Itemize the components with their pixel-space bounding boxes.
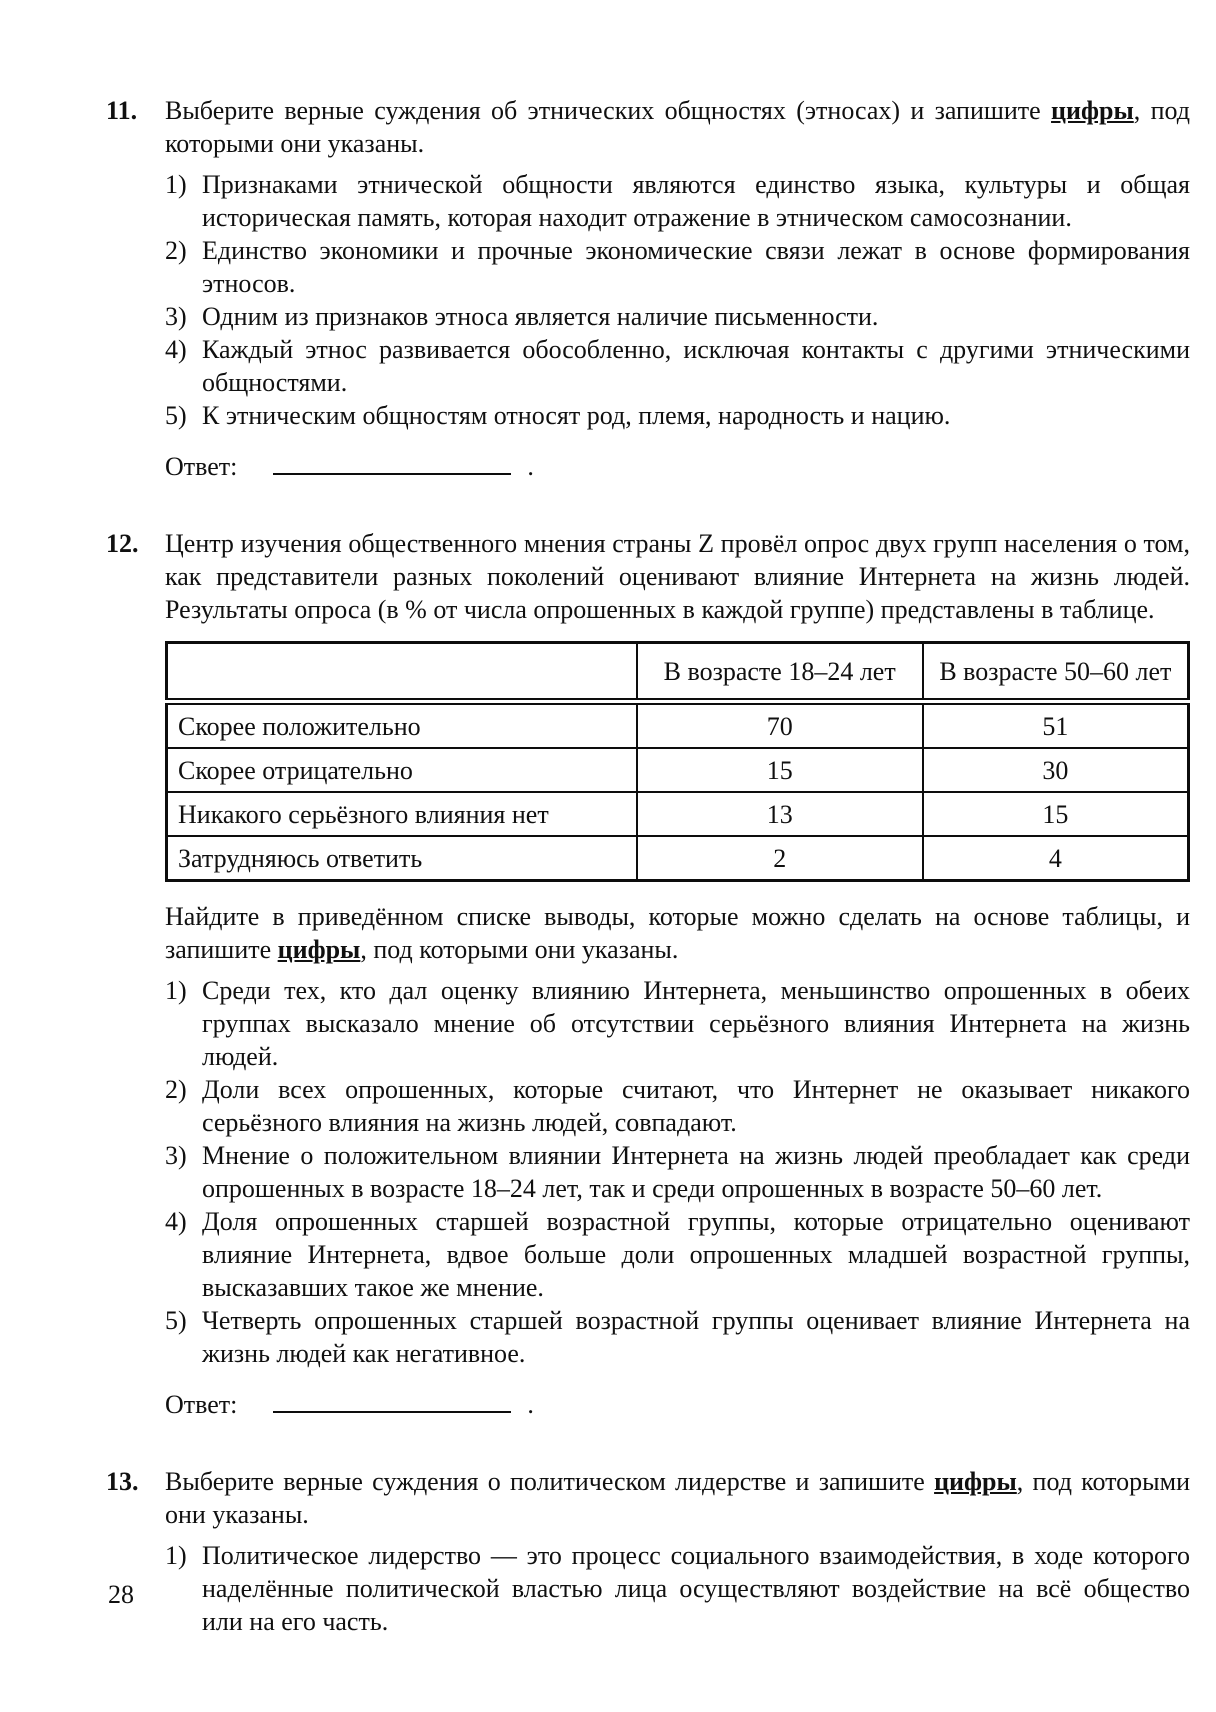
q11-option-4-text: Каждый этнос развивается обособленно, исключая контакты с другими этническими общностями.	[202, 335, 1190, 397]
q11-option-5-text: К этническим общностям относят род, племя, народность и нацию.	[202, 401, 951, 430]
q12-option-2	[165, 1073, 1190, 1139]
q11-option-5-number: 5)	[165, 401, 187, 430]
cell-value: 2	[637, 836, 923, 881]
q12-option-2-text: Доли всех опрошенных, которые считают, что Интернет не оказывает никакого серьёзного влияния на жизнь людей, совпадают.	[202, 1075, 1190, 1137]
table-row	[167, 702, 1189, 749]
table-header-age-18-24: В возрасте 18–24 лет	[637, 643, 923, 702]
q11-option-5	[165, 399, 1190, 432]
q12-option-4-text: Доля опрошенных старшей возрастной группы, которые отрицательно оценивают влияние Интернета, вдвое больше доли опрошенных младшей возрастной группы, высказавших такое же мнение.	[202, 1207, 1190, 1302]
q12-option-3	[165, 1139, 1190, 1205]
q12-prompt-prefix: Найдите в приведённом списке выводы, которые можно сделать на основе таблицы, и запишите	[165, 902, 1190, 964]
q12-prompt-suffix: , под которыми они указаны.	[360, 935, 679, 964]
cell-value: 4	[923, 836, 1189, 881]
q12-option-4-number: 4)	[165, 1207, 187, 1236]
q11-option-3	[165, 300, 1190, 333]
table-row	[167, 792, 1189, 836]
question-11-intro	[165, 94, 1190, 160]
question-12-intro: Центр изучения общественного мнения страны Z провёл опрос двух групп населения о том, как представители разных поколений оценивают влияние Интернета на жизнь людей. Результаты опроса (в % от числа опрошенных в каждой группе) представлены в таблице.	[165, 529, 1190, 624]
q12-answer-blank	[273, 1385, 511, 1413]
cell-value: 70	[637, 702, 923, 749]
q11-option-4-number: 4)	[165, 335, 187, 364]
q11-answer-period: .	[527, 452, 534, 481]
q12-option-1-text: Среди тех, кто дал оценку влиянию Интернета, меньшинство опрошенных в обеих группах высказало мнение об отсутствии серьёзного влияния Интернета на жизнь людей.	[202, 976, 1190, 1071]
question-13-intro	[165, 1465, 1190, 1531]
q11-option-1-text: Признаками этнической общности являются единство языка, культуры и общая историческая память, которая находит отражение в этническом самосознании.	[202, 170, 1190, 232]
table-header-row	[167, 643, 1189, 702]
row-label: Затрудняюсь ответить	[167, 836, 637, 881]
q11-intro-suffix: , под которыми они указаны.	[165, 96, 1190, 158]
q11-options-list	[165, 168, 1190, 432]
q12-option-1-number: 1)	[165, 976, 187, 1005]
survey-results-table	[165, 641, 1190, 882]
q11-answer-label: Ответ:	[165, 452, 238, 481]
question-13-body	[165, 1465, 1190, 1638]
q12-option-5-number: 5)	[165, 1306, 187, 1335]
cell-value: 30	[923, 748, 1189, 792]
table-header-empty	[167, 643, 637, 702]
q12-option-3-number: 3)	[165, 1141, 187, 1170]
q12-option-1	[165, 974, 1190, 1073]
q13-option-1-text: Политическое лидерство — это процесс социального взаимодействия, в ходе которого наделённые политической властью лица осуществляют воздействие на всё общество или на его часть.	[202, 1541, 1190, 1636]
question-12-body	[165, 527, 1190, 1421]
q11-option-2	[165, 234, 1190, 300]
q11-option-3-text: Одним из признаков этноса является наличие письменности.	[202, 302, 879, 331]
q13-option-1-number: 1)	[165, 1541, 187, 1570]
page-number: 28	[108, 1580, 134, 1609]
row-label: Никакого серьёзного влияния нет	[167, 792, 637, 836]
question-11-number: 11.	[106, 96, 138, 125]
row-label: Скорее положительно	[167, 702, 637, 749]
q12-option-5	[165, 1304, 1190, 1370]
q12-option-5-text: Четверть опрошенных старшей возрастной группы оценивает влияние Интернета на жизнь людей как негативное.	[202, 1306, 1190, 1368]
question-12	[0, 527, 1216, 1421]
table-row	[167, 748, 1189, 792]
cell-value: 15	[923, 792, 1189, 836]
q11-option-1	[165, 168, 1190, 234]
q13-option-1	[165, 1539, 1190, 1638]
question-13	[0, 1465, 1216, 1638]
q13-options-list	[165, 1539, 1190, 1638]
table-header-age-50-60: В возрасте 50–60 лет	[923, 643, 1189, 702]
question-13-number: 13.	[106, 1467, 139, 1496]
q11-option-2-text: Единство экономики и прочные экономические связи лежат в основе формирования этносов.	[202, 236, 1190, 298]
q13-keyword-cifry: цифры	[934, 1467, 1017, 1496]
q12-answer-line	[165, 1385, 1190, 1421]
q11-keyword-cifry: цифры	[1051, 96, 1134, 125]
row-label: Скорее отрицательно	[167, 748, 637, 792]
cell-value: 51	[923, 702, 1189, 749]
q11-option-4	[165, 333, 1190, 399]
q11-intro-prefix: Выберите верные суждения об этнических общностях (этносах) и запишите	[165, 96, 1052, 125]
question-11-body	[165, 94, 1190, 483]
q13-intro-suffix: , под которыми они указаны.	[165, 1467, 1191, 1529]
q13-intro-prefix: Выберите верные суждения о политическом лидерстве и запишите	[165, 1467, 935, 1496]
q12-keyword-cifry: цифры	[277, 935, 361, 964]
question-12-number: 12.	[106, 529, 139, 558]
cell-value: 13	[637, 792, 923, 836]
q12-option-2-number: 2)	[165, 1075, 187, 1104]
q12-option-4	[165, 1205, 1190, 1304]
cell-value: 15	[637, 748, 923, 792]
q11-option-3-number: 3)	[165, 302, 187, 331]
question-11	[0, 94, 1216, 483]
q11-option-2-number: 2)	[165, 236, 187, 265]
question-12-prompt	[165, 900, 1190, 966]
q11-answer-line	[165, 447, 1190, 483]
q12-answer-period: .	[527, 1390, 534, 1419]
q12-option-3-text: Мнение о положительном влиянии Интернета на жизнь людей преобладает как среди опрошенных в возрасте 18–24 лет, так и среди опрошенных в возрасте 50–60 лет.	[202, 1141, 1190, 1203]
table-row	[167, 836, 1189, 881]
q12-options-list	[165, 974, 1190, 1370]
q12-answer-label: Ответ:	[165, 1390, 238, 1419]
q11-answer-blank	[273, 447, 511, 475]
q11-option-1-number: 1)	[165, 170, 187, 199]
